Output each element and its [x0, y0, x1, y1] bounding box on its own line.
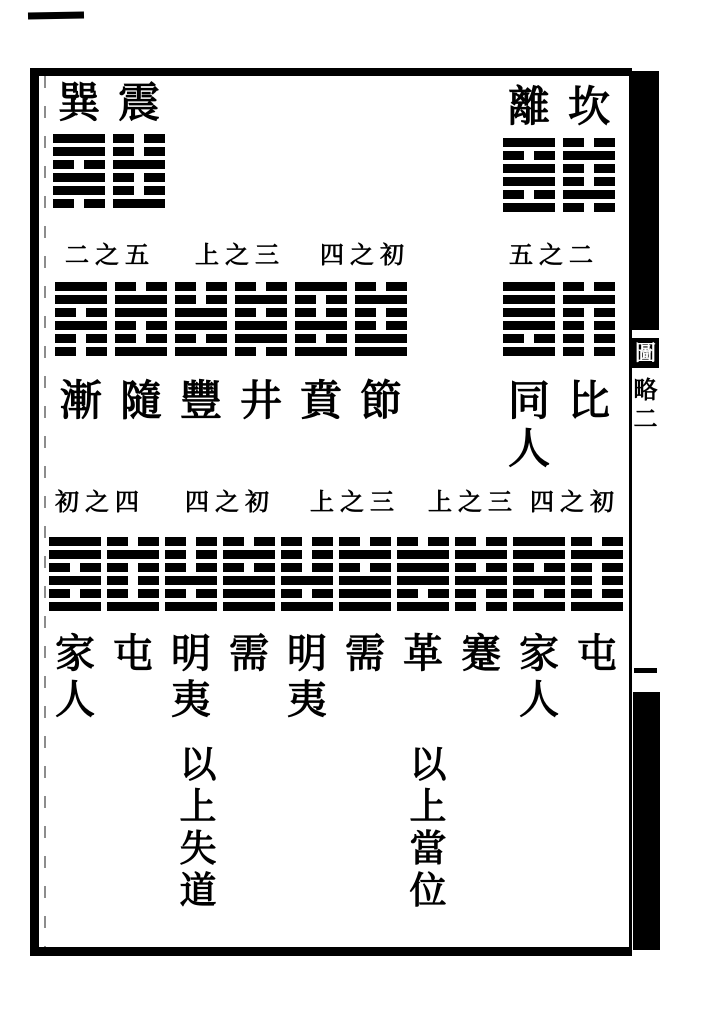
yin-line — [295, 295, 347, 304]
hexagram-item-需 — [223, 537, 275, 723]
yin-line — [235, 282, 287, 291]
hexagram-figure-賁 — [295, 282, 347, 360]
yang-line — [571, 602, 623, 611]
yang-line — [53, 173, 105, 182]
hexagram-name-label: 比 — [567, 379, 610, 425]
yin-line — [571, 537, 623, 546]
yang-line — [339, 550, 391, 559]
yin-line — [503, 334, 555, 343]
hexagram-item-漸 — [55, 282, 107, 426]
yang-line — [355, 334, 407, 343]
hexagram-item-明夷 — [281, 537, 333, 723]
yin-line — [281, 563, 333, 572]
yin-line — [55, 347, 107, 356]
yin-line — [235, 347, 287, 356]
margin-volume-number: 二 — [633, 407, 658, 433]
middle-row-right-hexagrams — [503, 282, 615, 474]
yang-line — [503, 321, 555, 330]
hexagram-item-革 — [397, 537, 449, 723]
yang-line — [339, 602, 391, 611]
yang-line — [115, 295, 167, 304]
yin-line — [223, 563, 275, 572]
yang-line — [113, 160, 165, 169]
yin-line — [115, 282, 167, 291]
move-notation-label: 二之五 — [65, 243, 155, 269]
hexagram-figure-屯 — [107, 537, 159, 615]
yin-line — [175, 334, 227, 343]
hexagram-name-label: 漸 — [59, 379, 102, 425]
yin-line — [115, 321, 167, 330]
yang-line — [503, 282, 555, 291]
yang-line — [503, 308, 555, 317]
yin-line — [455, 589, 507, 598]
yang-line — [503, 164, 555, 173]
yang-line — [175, 347, 227, 356]
hexagram-figure-家人 — [49, 537, 101, 615]
yin-line — [563, 164, 615, 173]
margin-title-char: 略 — [633, 378, 658, 404]
hexagram-item-賁 — [295, 282, 347, 426]
yin-line — [355, 282, 407, 291]
yang-line — [113, 199, 165, 208]
top-row-left-hexagrams — [53, 80, 165, 212]
yin-line — [113, 186, 165, 195]
yang-line — [513, 576, 565, 585]
hexagram-name-label: 需 — [229, 631, 269, 676]
hexagram-figure-同人 — [503, 282, 555, 360]
hexagram-figure-明夷 — [281, 537, 333, 615]
yin-line — [355, 321, 407, 330]
yin-line — [563, 138, 615, 147]
yin-line — [355, 308, 407, 317]
hexagram-name-label: 家人 — [519, 631, 559, 722]
yang-line — [223, 550, 275, 559]
hexagram-item-豐 — [175, 282, 227, 426]
hexagram-name-label: 屯 — [577, 631, 617, 676]
yang-line — [281, 576, 333, 585]
yin-line — [281, 550, 333, 559]
hexagram-name-label: 節 — [359, 379, 402, 425]
yang-line — [295, 347, 347, 356]
yang-line — [53, 147, 105, 156]
hexagram-figure-比 — [563, 282, 615, 360]
hexagram-item-巽 — [53, 80, 105, 212]
hexagram-item-離 — [503, 84, 555, 216]
move-notation-label: 五之二 — [509, 243, 599, 269]
move-notation-label: 四之初 — [185, 490, 275, 516]
yang-line — [397, 563, 449, 572]
move-notation-label: 初之四 — [55, 490, 145, 516]
hexagram-name-label: 明夷 — [171, 631, 211, 722]
yang-line — [115, 308, 167, 317]
yin-line — [281, 589, 333, 598]
yang-line — [49, 550, 101, 559]
hexagram-name-label: 隨 — [119, 379, 162, 425]
yin-line — [295, 334, 347, 343]
scan-ink-streak — [28, 12, 84, 20]
yin-line — [113, 134, 165, 143]
yin-line — [563, 308, 615, 317]
hexagram-item-家人 — [513, 537, 565, 723]
yin-line — [563, 321, 615, 330]
yang-line — [397, 602, 449, 611]
yin-line — [571, 576, 623, 585]
yin-line — [223, 537, 275, 546]
hexagram-item-坎 — [563, 84, 615, 216]
hexagram-item-明夷 — [165, 537, 217, 723]
move-notation-label: 四之初 — [530, 490, 620, 516]
yang-line — [455, 576, 507, 585]
hexagram-item-需 — [339, 537, 391, 723]
yin-line — [165, 563, 217, 572]
yang-line — [223, 576, 275, 585]
hexagram-item-震 — [113, 80, 165, 212]
hexagram-item-同人 — [503, 282, 555, 474]
yin-line — [563, 282, 615, 291]
yin-line — [49, 563, 101, 572]
bottom-row-hexagrams — [49, 537, 623, 723]
yin-line — [563, 334, 615, 343]
hexagram-name-label: 革 — [403, 631, 443, 676]
hexagram-item-蹇 — [455, 537, 507, 723]
hexagram-name-label: 巽 — [57, 81, 100, 127]
move-notation-label: 上之三 — [428, 490, 518, 516]
yin-line — [563, 203, 615, 212]
move-notation-label: 上之三 — [310, 490, 400, 516]
yang-line — [115, 347, 167, 356]
hexagram-name-label: 離 — [507, 85, 550, 131]
yang-line — [55, 321, 107, 330]
yang-line — [223, 602, 275, 611]
yang-line — [397, 576, 449, 585]
yin-line — [571, 563, 623, 572]
yang-line — [563, 151, 615, 160]
yang-line — [455, 550, 507, 559]
yang-line — [355, 347, 407, 356]
hexagram-figure-巽 — [53, 134, 105, 212]
yang-line — [503, 177, 555, 186]
yin-line — [175, 295, 227, 304]
yin-line — [339, 537, 391, 546]
hexagram-figure-屯 — [571, 537, 623, 615]
hexagram-item-井 — [235, 282, 287, 426]
yang-line — [563, 295, 615, 304]
hexagram-name-label: 震 — [117, 81, 160, 127]
hexagram-figure-節 — [355, 282, 407, 360]
hexagram-name-label: 屯 — [113, 631, 153, 676]
yang-line — [339, 576, 391, 585]
yang-line — [235, 321, 287, 330]
hexagram-figure-坎 — [563, 138, 615, 216]
yang-line — [53, 186, 105, 195]
hexagram-name-label: 蹇 — [461, 631, 501, 676]
yin-line — [113, 147, 165, 156]
yang-line — [503, 347, 555, 356]
hexagram-name-label: 井 — [239, 379, 282, 425]
hexagram-figure-明夷 — [165, 537, 217, 615]
yang-line — [235, 295, 287, 304]
yin-line — [339, 563, 391, 572]
hexagram-figure-革 — [397, 537, 449, 615]
middle-row-left-hexagrams — [55, 282, 407, 426]
yang-line — [107, 550, 159, 559]
yang-line — [165, 602, 217, 611]
hexagram-figure-漸 — [55, 282, 107, 360]
hexagram-figure-蹇 — [455, 537, 507, 615]
yang-line — [49, 537, 101, 546]
hexagram-name-label: 賁 — [299, 379, 342, 425]
yang-line — [175, 321, 227, 330]
margin-black-bar-top — [632, 71, 659, 330]
yin-line — [55, 334, 107, 343]
yin-line — [53, 160, 105, 169]
yin-line — [107, 563, 159, 572]
yin-line — [455, 537, 507, 546]
yin-line — [503, 190, 555, 199]
yin-line — [281, 537, 333, 546]
yang-line — [563, 190, 615, 199]
hexagram-figure-隨 — [115, 282, 167, 360]
yang-line — [49, 576, 101, 585]
yang-line — [513, 550, 565, 559]
top-row-right-hexagrams — [503, 84, 615, 216]
yin-line — [55, 308, 107, 317]
yang-line — [571, 550, 623, 559]
margin-page-number-stroke — [634, 668, 657, 673]
yin-line — [397, 537, 449, 546]
yin-line — [107, 576, 159, 585]
hexagram-figure-井 — [235, 282, 287, 360]
inner-dashed-rule — [44, 76, 46, 947]
yin-line — [397, 589, 449, 598]
move-notation-label: 上之三 — [195, 243, 285, 269]
margin-black-bar-bottom — [633, 692, 660, 950]
hexagram-item-屯 — [107, 537, 159, 723]
hexagram-name-label: 豐 — [179, 379, 222, 425]
yang-line — [503, 203, 555, 212]
move-notation-label: 四之初 — [320, 243, 410, 269]
margin-title-boxed-char: 圖 — [632, 338, 659, 368]
hexagram-figure-需 — [223, 537, 275, 615]
yin-line — [235, 308, 287, 317]
yang-line — [339, 589, 391, 598]
hexagram-figure-離 — [503, 138, 555, 216]
hexagram-figure-需 — [339, 537, 391, 615]
hexagram-figure-家人 — [513, 537, 565, 615]
hexagram-item-家人 — [49, 537, 101, 723]
yin-line — [175, 282, 227, 291]
yin-line — [165, 537, 217, 546]
yin-line — [113, 173, 165, 182]
yin-line — [513, 563, 565, 572]
yin-line — [49, 589, 101, 598]
yang-line — [53, 134, 105, 143]
yin-line — [53, 199, 105, 208]
yang-line — [165, 576, 217, 585]
hexagram-figure-震 — [113, 134, 165, 212]
yang-line — [55, 282, 107, 291]
yang-line — [295, 321, 347, 330]
yang-line — [503, 295, 555, 304]
yin-line — [563, 347, 615, 356]
yin-line — [107, 589, 159, 598]
yang-line — [281, 602, 333, 611]
hexagram-figure-豐 — [175, 282, 227, 360]
yang-line — [513, 602, 565, 611]
yin-line — [455, 563, 507, 572]
annotation-proper-position: 以上當位 — [409, 745, 447, 912]
yin-line — [455, 602, 507, 611]
hexagram-name-label: 同人 — [507, 379, 550, 473]
hexagram-item-隨 — [115, 282, 167, 426]
yin-line — [165, 589, 217, 598]
annotation-lost-way: 以上失道 — [179, 745, 217, 912]
yin-line — [563, 177, 615, 186]
yang-line — [175, 308, 227, 317]
yin-line — [295, 308, 347, 317]
yin-line — [115, 334, 167, 343]
hexagram-name-label: 坎 — [567, 85, 610, 131]
yang-line — [223, 589, 275, 598]
page-border-frame — [30, 68, 632, 956]
yang-line — [503, 138, 555, 147]
yang-line — [55, 295, 107, 304]
hexagram-item-比 — [563, 282, 615, 474]
hexagram-name-label: 明夷 — [287, 631, 327, 722]
yin-line — [165, 550, 217, 559]
yang-line — [235, 334, 287, 343]
yin-line — [513, 589, 565, 598]
yang-line — [295, 282, 347, 291]
yang-line — [49, 602, 101, 611]
yang-line — [397, 550, 449, 559]
hexagram-item-節 — [355, 282, 407, 426]
yin-line — [107, 537, 159, 546]
yang-line — [355, 295, 407, 304]
yin-line — [503, 151, 555, 160]
hexagram-item-屯 — [571, 537, 623, 723]
hexagram-name-label: 家人 — [55, 631, 95, 722]
yang-line — [107, 602, 159, 611]
hexagram-name-label: 需 — [345, 631, 385, 676]
yang-line — [513, 537, 565, 546]
yin-line — [571, 589, 623, 598]
